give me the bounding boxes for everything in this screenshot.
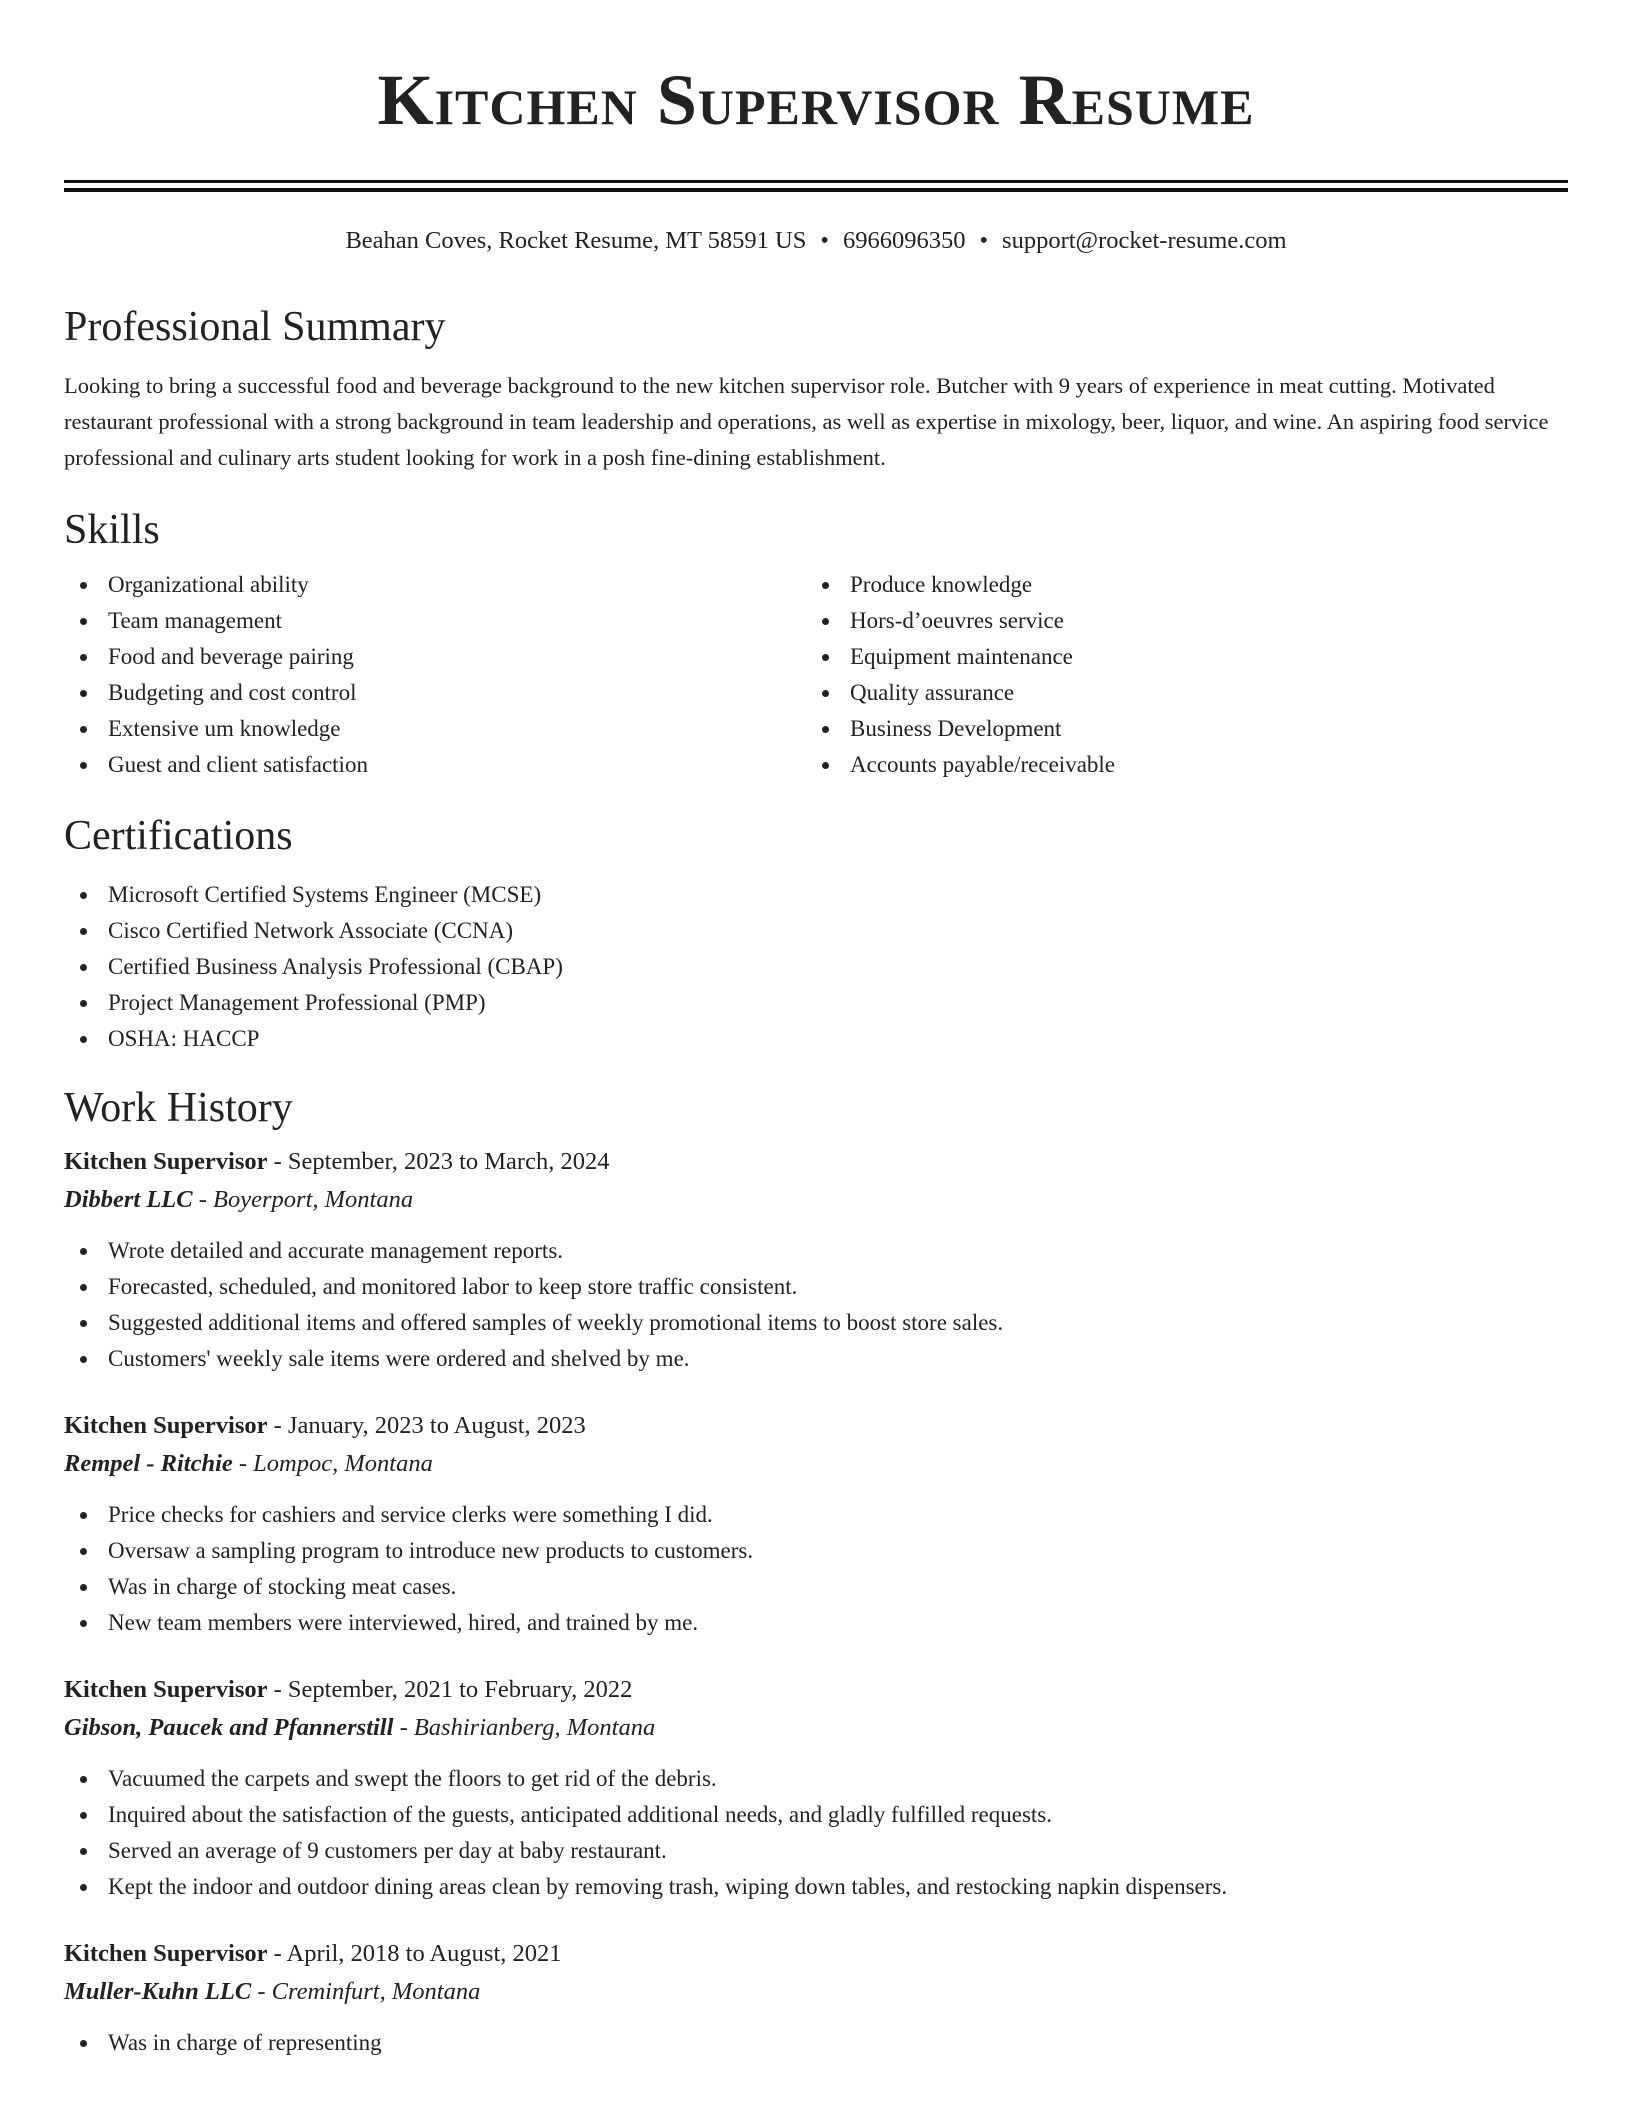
job-bullet: Inquired about the satisfaction of the guests, anticipated additional needs, and gladly fulfilled requests. (64, 1797, 1568, 1833)
job-bullet: Suggested additional items and offered samples of weekly promotional items to boost store sales. (64, 1305, 1568, 1341)
job-bullet: Customers' weekly sale items were ordered and shelved by me. (64, 1341, 1568, 1377)
skills-section (64, 505, 1568, 783)
job-entry (64, 1935, 1568, 2061)
summary-heading: Professional Summary (64, 304, 446, 350)
job-company: Muller-Kuhn LLC (64, 1978, 252, 2005)
skills-heading: Skills (64, 507, 160, 553)
job-title: Kitchen Supervisor (64, 1676, 268, 1703)
certification-item: Microsoft Certified Systems Engineer (MCSE) (64, 877, 1568, 913)
job-employer (64, 1709, 1568, 1747)
job-bullet-list (64, 1233, 1568, 1377)
skill-item: Hors-d’oeuvres service (806, 603, 1548, 639)
certification-item: Certified Business Analysis Professional (CBAP) (64, 949, 1568, 985)
skill-item: Accounts payable/receivable (806, 747, 1548, 783)
job-dates: - September, 2023 to March, 2024 (267, 1148, 610, 1175)
skill-item: Food and beverage pairing (64, 639, 806, 675)
contact-line (64, 226, 1568, 256)
contact-email: support@rocket-resume.com (1002, 227, 1287, 254)
job-location: - Creminfurt, Montana (251, 1978, 481, 2005)
job-bullet: Price checks for cashiers and service clerks were something I did. (64, 1497, 1568, 1533)
job-employer (64, 1445, 1568, 1483)
job-bullet: Was in charge of representing (64, 2025, 1568, 2061)
job-company: Gibson, Paucek and Pfannerstill (64, 1714, 394, 1741)
job-bullet: Kept the indoor and outdoor dining areas clean by removing trash, wiping down tables, and restocking napkin dispensers. (64, 1869, 1568, 1905)
skill-item: Equipment maintenance (806, 639, 1548, 675)
job-dates: - September, 2021 to February, 2022 (267, 1676, 633, 1703)
job-bullet: New team members were interviewed, hired, and trained by me. (64, 1605, 1568, 1641)
job-header (64, 1143, 1568, 1181)
contact-separator: • (820, 227, 829, 254)
job-bullet: Vacuumed the carpets and swept the floors to get rid of the debris. (64, 1761, 1568, 1797)
certification-item: OSHA: HACCP (64, 1021, 1568, 1057)
summary-text: Looking to bring a successful food and beverage background to the new kitchen supervisor role. Butcher with 9 years of experience in meat cutting. Motivated restaurant professional with a strong background in team leadership and operations, as well as expertise in mixology, beer, liquor, and wine. An aspiring food service professional and culinary arts student looking for work in a posh fine-dining establishment. (64, 373, 1549, 470)
job-location: - Bashirianberg, Montana (393, 1714, 656, 1741)
certification-item: Cisco Certified Network Associate (CCNA) (64, 913, 1568, 949)
job-employer (64, 1973, 1568, 2011)
contact-phone: 6966096350 (842, 227, 966, 254)
job-location: - Lompoc, Montana (232, 1450, 433, 1477)
skills-list-right (806, 567, 1548, 783)
resume-title: Kitchen Supervisor Resume (377, 60, 1255, 140)
skill-item: Quality assurance (806, 675, 1548, 711)
contact-separator: • (979, 227, 989, 254)
certifications-list (64, 877, 1568, 1057)
job-header (64, 1935, 1568, 1973)
job-bullet: Forecasted, scheduled, and monitored labor to keep store traffic consistent. (64, 1269, 1568, 1305)
job-dates: - April, 2018 to August, 2021 (267, 1940, 562, 1967)
job-title: Kitchen Supervisor (64, 1412, 268, 1439)
job-title: Kitchen Supervisor (64, 1148, 268, 1175)
job-company: Dibbert LLC (64, 1186, 193, 1213)
certification-item: Project Management Professional (PMP) (64, 985, 1568, 1021)
job-header (64, 1407, 1568, 1445)
job-bullet-list (64, 1761, 1568, 1905)
job-bullet: Served an average of 9 customers per day at baby restaurant. (64, 1833, 1568, 1869)
skill-item: Extensive um knowledge (64, 711, 806, 747)
job-bullet: Oversaw a sampling program to introduce new products to customers. (64, 1533, 1568, 1569)
job-bullet-list (64, 1497, 1568, 1641)
job-dates: - January, 2023 to August, 2023 (267, 1412, 586, 1439)
skill-item: Produce knowledge (806, 567, 1548, 603)
skills-list-left (64, 567, 806, 783)
job-employer (64, 1181, 1568, 1219)
skill-item: Guest and client satisfaction (64, 747, 806, 783)
summary-section (64, 302, 1568, 476)
work-history-section (64, 1083, 1568, 2061)
skill-item: Team management (64, 603, 806, 639)
job-entry (64, 1671, 1568, 1905)
job-entry (64, 1407, 1568, 1641)
skill-item: Business Development (806, 711, 1548, 747)
job-bullet: Wrote detailed and accurate management reports. (64, 1233, 1568, 1269)
certifications-heading: Certifications (64, 813, 293, 859)
job-entry (64, 1143, 1568, 1377)
job-company: Rempel - Ritchie (64, 1450, 233, 1477)
work-history-heading: Work History (64, 1085, 293, 1131)
skill-item: Organizational ability (64, 567, 806, 603)
contact-address: Beahan Coves, Rocket Resume, MT 58591 US (345, 227, 807, 254)
certifications-section (64, 811, 1568, 1057)
job-location: - Boyerport, Montana (192, 1186, 414, 1213)
header-double-rule (64, 180, 1568, 192)
header-rule-bottom (64, 188, 1568, 192)
job-bullet-list (64, 2025, 1568, 2061)
job-bullet: Was in charge of stocking meat cases. (64, 1569, 1568, 1605)
skills-columns (64, 567, 1568, 783)
job-title: Kitchen Supervisor (64, 1940, 268, 1967)
skill-item: Budgeting and cost control (64, 675, 806, 711)
job-header (64, 1671, 1568, 1709)
